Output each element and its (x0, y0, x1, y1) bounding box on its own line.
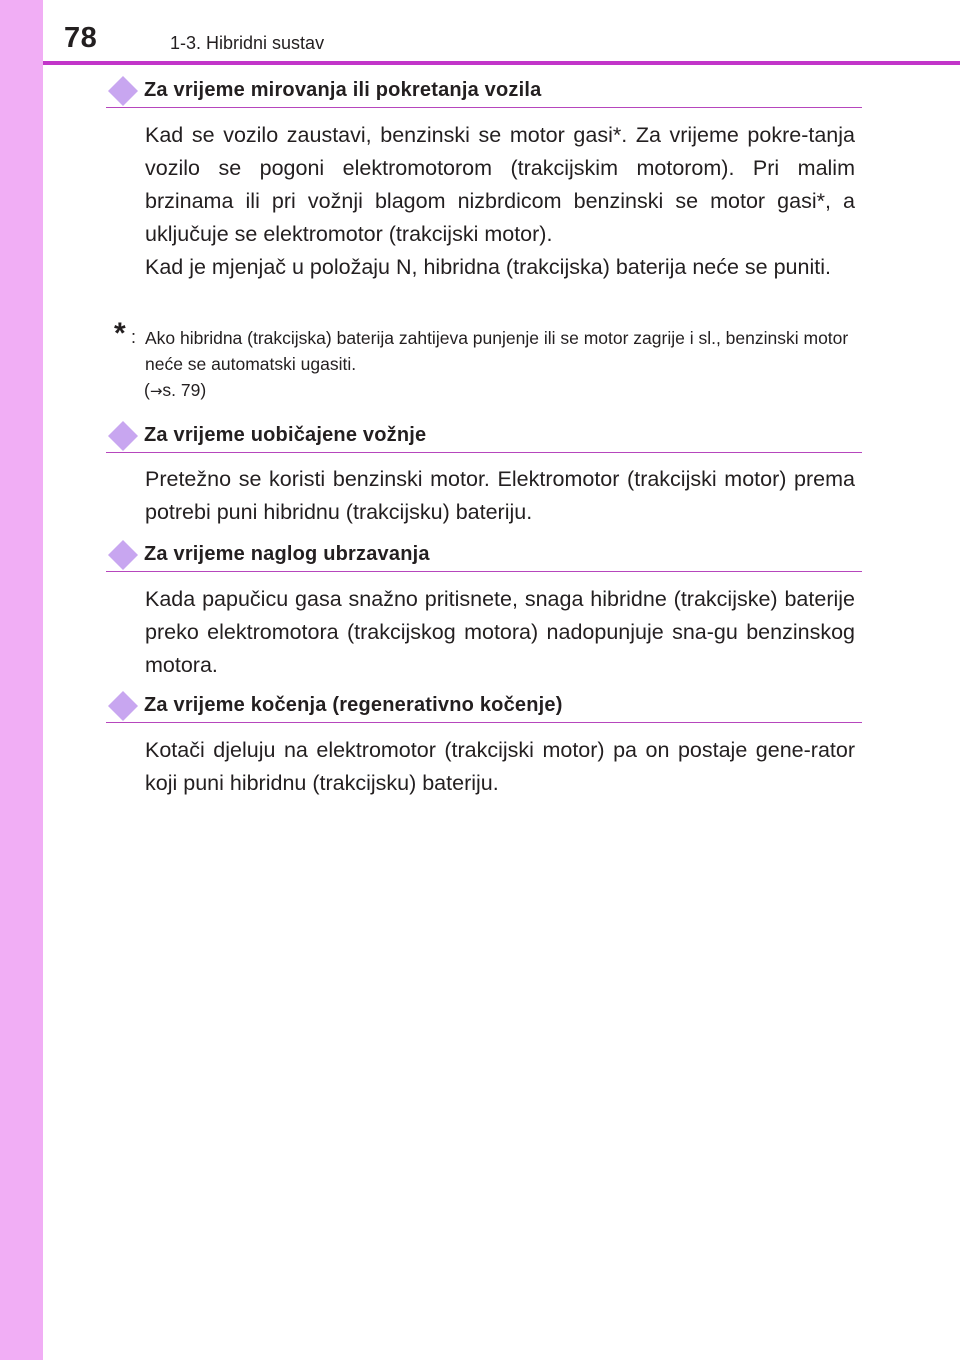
header-rule (43, 61, 960, 65)
diamond-icon (106, 538, 140, 572)
section-heading-3 (106, 537, 862, 572)
chapter-title: 1-3. Hibridni sustav (170, 33, 325, 53)
section-heading-text: Za vrijeme naglog ubrzavanja (144, 543, 430, 565)
diamond-icon (106, 419, 140, 453)
section-heading-text: Za vrijeme mirovanja ili pokretanja vozila (144, 79, 542, 101)
section-heading-text: Za vrijeme uobičajene vožnje (144, 424, 427, 446)
arrow-right-icon: → (149, 382, 163, 400)
paragraph: Pretežno se koristi benzinski motor. Elektromotor (trakcijski motor) prema potrebi puni hibridnu (trakcijsku) bateriju. (145, 467, 855, 524)
section-heading-1 (106, 73, 862, 108)
footnote-colon: : (131, 327, 137, 347)
paragraph: Kotači djeluju na elektromotor (trakcijski motor) pa on postaje gene-rator koji puni hibridnu (trakcijsku) bateriju. (145, 738, 855, 795)
paragraph: Kad se vozilo zaustavi, benzinski se motor gasi*. Za vrijeme pokre-tanja vozilo se pogoni elektromotorom (trakcijskim motorom). Pri malim brzinama ili pri vožnji blagom nizbrdicom benzinski se motor gasi*, a uključuje se elektromotor (trakcijski motor). (145, 123, 855, 246)
paragraph: Kada papučicu gasa snažno pritisnete, snaga hibridne (trakcijske) baterije preko elektromotora (trakcijskog motora) nadopunjuje sna-gu benzinskog motora. (145, 587, 855, 677)
section-heading-text: Za vrijeme kočenja (regenerativno kočenje) (144, 694, 563, 716)
section-heading-2 (106, 418, 862, 453)
footnote (145, 325, 857, 404)
footnote-marker: * (114, 317, 126, 350)
paragraph: Kad je mjenjač u položaju N, hibridna (trakcijska) baterija neće se puniti. (145, 255, 831, 279)
page-reference-text: s. 79 (162, 380, 201, 400)
diamond-icon (106, 689, 140, 723)
side-tab-band (0, 0, 43, 1360)
section-heading-4 (106, 688, 862, 723)
page-number: 78 (64, 22, 98, 54)
footnote-text: Ako hibridna (trakcijska) baterija zahtijeva punjenje ili se motor zagrije i sl., benzinski motor neće se automatski ugasiti. (145, 328, 849, 374)
page-reference[interactable]: (→s. 79) (144, 380, 207, 400)
diamond-icon (106, 74, 140, 108)
